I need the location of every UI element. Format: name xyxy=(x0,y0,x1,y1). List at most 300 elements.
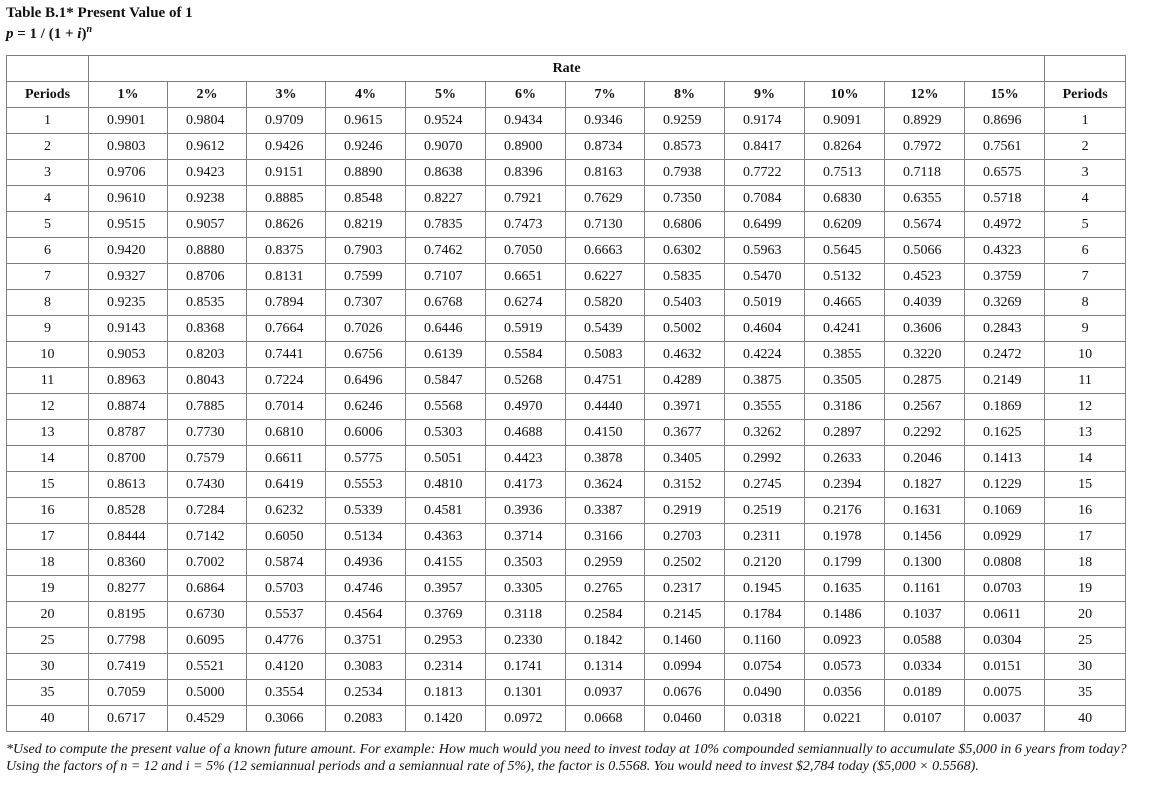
value-cell: 0.3751 xyxy=(326,628,406,654)
value-cell: 0.2875 xyxy=(885,368,965,394)
rate-header-cell: 12% xyxy=(885,82,965,108)
value-cell: 0.0318 xyxy=(725,706,805,732)
value-cell: 0.6006 xyxy=(326,420,406,446)
value-cell: 0.0221 xyxy=(805,706,885,732)
value-cell: 0.4581 xyxy=(406,498,486,524)
value-cell: 0.2534 xyxy=(326,680,406,706)
period-cell-right: 2 xyxy=(1045,134,1126,160)
value-cell: 0.8929 xyxy=(885,108,965,134)
value-cell: 0.1842 xyxy=(566,628,645,654)
value-cell: 0.9612 xyxy=(168,134,247,160)
value-cell: 0.9235 xyxy=(89,290,168,316)
value-cell: 0.9151 xyxy=(247,160,326,186)
value-cell: 0.5584 xyxy=(486,342,566,368)
value-cell: 0.5339 xyxy=(326,498,406,524)
value-cell: 0.9053 xyxy=(89,342,168,368)
value-cell: 0.1300 xyxy=(885,550,965,576)
value-cell: 0.0611 xyxy=(965,602,1045,628)
table-row xyxy=(7,160,1126,186)
value-cell: 0.7921 xyxy=(486,186,566,212)
value-cell: 0.6496 xyxy=(326,368,406,394)
value-cell: 0.9615 xyxy=(326,108,406,134)
period-cell: 13 xyxy=(7,420,89,446)
value-cell: 0.2919 xyxy=(645,498,725,524)
value-cell: 0.4810 xyxy=(406,472,486,498)
value-cell: 0.8163 xyxy=(566,160,645,186)
value-cell: 0.3624 xyxy=(566,472,645,498)
period-cell: 18 xyxy=(7,550,89,576)
value-cell: 0.6575 xyxy=(965,160,1045,186)
period-cell: 35 xyxy=(7,680,89,706)
value-cell: 0.3405 xyxy=(645,446,725,472)
value-cell: 0.5537 xyxy=(247,602,326,628)
periods-header-right: Periods xyxy=(1045,82,1126,108)
value-cell: 0.1460 xyxy=(645,628,725,654)
period-cell-right: 19 xyxy=(1045,576,1126,602)
period-cell-right: 25 xyxy=(1045,628,1126,654)
value-cell: 0.0923 xyxy=(805,628,885,654)
table-row xyxy=(7,524,1126,550)
value-cell: 0.9706 xyxy=(89,160,168,186)
value-cell: 0.5874 xyxy=(247,550,326,576)
value-cell: 0.4529 xyxy=(168,706,247,732)
value-cell: 0.4523 xyxy=(885,264,965,290)
value-cell: 0.8696 xyxy=(965,108,1045,134)
value-cell: 0.2083 xyxy=(326,706,406,732)
period-cell-right: 40 xyxy=(1045,706,1126,732)
value-cell: 0.0356 xyxy=(805,680,885,706)
value-cell: 0.1160 xyxy=(725,628,805,654)
value-cell: 0.9709 xyxy=(247,108,326,134)
value-cell: 0.1978 xyxy=(805,524,885,550)
value-cell: 0.8700 xyxy=(89,446,168,472)
value-cell: 0.0929 xyxy=(965,524,1045,550)
period-cell: 1 xyxy=(7,108,89,134)
period-cell: 16 xyxy=(7,498,89,524)
rate-header-cell: 4% xyxy=(326,82,406,108)
value-cell: 0.4289 xyxy=(645,368,725,394)
table-row xyxy=(7,706,1126,732)
value-cell: 0.2992 xyxy=(725,446,805,472)
value-cell: 0.1631 xyxy=(885,498,965,524)
value-cell: 0.7462 xyxy=(406,238,486,264)
period-cell: 11 xyxy=(7,368,89,394)
value-cell: 0.6095 xyxy=(168,628,247,654)
value-cell: 0.4039 xyxy=(885,290,965,316)
value-cell: 0.3305 xyxy=(486,576,566,602)
value-cell: 0.7798 xyxy=(89,628,168,654)
value-cell: 0.2765 xyxy=(566,576,645,602)
value-cell: 0.2959 xyxy=(566,550,645,576)
value-cell: 0.8396 xyxy=(486,160,566,186)
table-row xyxy=(7,394,1126,420)
value-cell: 0.5919 xyxy=(486,316,566,342)
rate-header-cell: 1% xyxy=(89,82,168,108)
table-row xyxy=(7,368,1126,394)
period-cell: 17 xyxy=(7,524,89,550)
value-cell: 0.0994 xyxy=(645,654,725,680)
period-cell-right: 6 xyxy=(1045,238,1126,264)
period-cell-right: 35 xyxy=(1045,680,1126,706)
period-cell: 30 xyxy=(7,654,89,680)
period-cell: 9 xyxy=(7,316,89,342)
value-cell: 0.9246 xyxy=(326,134,406,160)
value-cell: 0.2472 xyxy=(965,342,1045,368)
value-cell: 0.2120 xyxy=(725,550,805,576)
value-cell: 0.0588 xyxy=(885,628,965,654)
value-cell: 0.0937 xyxy=(566,680,645,706)
value-cell: 0.6810 xyxy=(247,420,326,446)
period-cell-right: 20 xyxy=(1045,602,1126,628)
value-cell: 0.8890 xyxy=(326,160,406,186)
rate-header-cell: 3% xyxy=(247,82,326,108)
value-cell: 0.8360 xyxy=(89,550,168,576)
period-cell-right: 14 xyxy=(1045,446,1126,472)
value-cell: 0.8874 xyxy=(89,394,168,420)
value-cell: 0.5439 xyxy=(566,316,645,342)
period-cell-right: 17 xyxy=(1045,524,1126,550)
value-cell: 0.3971 xyxy=(645,394,725,420)
value-cell: 0.9524 xyxy=(406,108,486,134)
period-cell-right: 12 xyxy=(1045,394,1126,420)
table-row xyxy=(7,472,1126,498)
rate-header-cell: 2% xyxy=(168,82,247,108)
value-cell: 0.7130 xyxy=(566,212,645,238)
period-cell-right: 11 xyxy=(1045,368,1126,394)
value-cell: 0.4746 xyxy=(326,576,406,602)
period-cell-right: 15 xyxy=(1045,472,1126,498)
value-cell: 0.9070 xyxy=(406,134,486,160)
value-cell: 0.5051 xyxy=(406,446,486,472)
header-blank-left xyxy=(7,56,89,82)
table-row xyxy=(7,342,1126,368)
table-body xyxy=(7,108,1126,732)
formula-p: p xyxy=(6,26,14,42)
value-cell: 0.3503 xyxy=(486,550,566,576)
period-cell: 3 xyxy=(7,160,89,186)
value-cell: 0.5674 xyxy=(885,212,965,238)
value-cell: 0.1037 xyxy=(885,602,965,628)
value-cell: 0.6768 xyxy=(406,290,486,316)
period-cell-right: 8 xyxy=(1045,290,1126,316)
value-cell: 0.1784 xyxy=(725,602,805,628)
value-cell: 0.8195 xyxy=(89,602,168,628)
present-value-table xyxy=(6,55,1126,732)
value-cell: 0.1813 xyxy=(406,680,486,706)
value-cell: 0.8638 xyxy=(406,160,486,186)
value-cell: 0.4936 xyxy=(326,550,406,576)
value-cell: 0.7629 xyxy=(566,186,645,212)
value-cell: 0.5847 xyxy=(406,368,486,394)
value-cell: 0.3855 xyxy=(805,342,885,368)
value-cell: 0.6355 xyxy=(885,186,965,212)
value-cell: 0.9238 xyxy=(168,186,247,212)
table-row xyxy=(7,134,1126,160)
value-cell: 0.9174 xyxy=(725,108,805,134)
value-cell: 0.1069 xyxy=(965,498,1045,524)
rate-header-cell: 8% xyxy=(645,82,725,108)
value-cell: 0.3936 xyxy=(486,498,566,524)
period-cell: 20 xyxy=(7,602,89,628)
period-cell: 10 xyxy=(7,342,89,368)
value-cell: 0.7118 xyxy=(885,160,965,186)
table-row xyxy=(7,628,1126,654)
value-cell: 0.4423 xyxy=(486,446,566,472)
formula xyxy=(6,24,92,44)
value-cell: 0.7599 xyxy=(326,264,406,290)
value-cell: 0.0808 xyxy=(965,550,1045,576)
value-cell: 0.9610 xyxy=(89,186,168,212)
period-cell-right: 30 xyxy=(1045,654,1126,680)
value-cell: 0.0037 xyxy=(965,706,1045,732)
value-cell: 0.5002 xyxy=(645,316,725,342)
value-cell: 0.7350 xyxy=(645,186,725,212)
value-cell: 0.6302 xyxy=(645,238,725,264)
value-cell: 0.9515 xyxy=(89,212,168,238)
value-cell: 0.6730 xyxy=(168,602,247,628)
value-cell: 0.4972 xyxy=(965,212,1045,238)
value-cell: 0.5019 xyxy=(725,290,805,316)
value-cell: 0.8368 xyxy=(168,316,247,342)
period-cell: 2 xyxy=(7,134,89,160)
value-cell: 0.7972 xyxy=(885,134,965,160)
value-cell: 0.7307 xyxy=(326,290,406,316)
value-cell: 0.1625 xyxy=(965,420,1045,446)
value-cell: 0.9901 xyxy=(89,108,168,134)
period-cell-right: 10 xyxy=(1045,342,1126,368)
value-cell: 0.6611 xyxy=(247,446,326,472)
value-cell: 0.4970 xyxy=(486,394,566,420)
value-cell: 0.2394 xyxy=(805,472,885,498)
value-cell: 0.7430 xyxy=(168,472,247,498)
value-cell: 0.5718 xyxy=(965,186,1045,212)
value-cell: 0.1486 xyxy=(805,602,885,628)
value-cell: 0.8548 xyxy=(326,186,406,212)
value-cell: 0.8787 xyxy=(89,420,168,446)
value-cell: 0.7722 xyxy=(725,160,805,186)
rate-header-cell: 9% xyxy=(725,82,805,108)
value-cell: 0.0972 xyxy=(486,706,566,732)
table-row xyxy=(7,602,1126,628)
value-cell: 0.0668 xyxy=(566,706,645,732)
value-cell: 0.2897 xyxy=(805,420,885,446)
value-cell: 0.3262 xyxy=(725,420,805,446)
value-cell: 0.7473 xyxy=(486,212,566,238)
value-cell: 0.0676 xyxy=(645,680,725,706)
value-cell: 0.7835 xyxy=(406,212,486,238)
value-cell: 0.4323 xyxy=(965,238,1045,264)
value-cell: 0.8264 xyxy=(805,134,885,160)
rate-header: Rate xyxy=(89,56,1045,82)
value-cell: 0.7579 xyxy=(168,446,247,472)
period-cell-right: 5 xyxy=(1045,212,1126,238)
value-cell: 0.4150 xyxy=(566,420,645,446)
value-cell: 0.8219 xyxy=(326,212,406,238)
value-cell: 0.1413 xyxy=(965,446,1045,472)
value-cell: 0.4776 xyxy=(247,628,326,654)
table-row xyxy=(7,498,1126,524)
value-cell: 0.3269 xyxy=(965,290,1045,316)
value-cell: 0.3714 xyxy=(486,524,566,550)
value-cell: 0.9803 xyxy=(89,134,168,160)
value-cell: 0.2633 xyxy=(805,446,885,472)
value-cell: 0.3118 xyxy=(486,602,566,628)
value-cell: 0.5134 xyxy=(326,524,406,550)
value-cell: 0.8535 xyxy=(168,290,247,316)
header-blank-right xyxy=(1045,56,1126,82)
period-cell-right: 16 xyxy=(1045,498,1126,524)
period-cell: 4 xyxy=(7,186,89,212)
value-cell: 0.2145 xyxy=(645,602,725,628)
value-cell: 0.7142 xyxy=(168,524,247,550)
value-cell: 0.3166 xyxy=(566,524,645,550)
value-cell: 0.7903 xyxy=(326,238,406,264)
value-cell: 0.2745 xyxy=(725,472,805,498)
value-cell: 0.8528 xyxy=(89,498,168,524)
table-title: Table B.1* Present Value of 1 xyxy=(6,5,193,21)
value-cell: 0.4363 xyxy=(406,524,486,550)
table-row xyxy=(7,238,1126,264)
value-cell: 0.3769 xyxy=(406,602,486,628)
rate-header-cell: 15% xyxy=(965,82,1045,108)
value-cell: 0.4688 xyxy=(486,420,566,446)
value-cell: 0.6227 xyxy=(566,264,645,290)
period-cell-right: 7 xyxy=(1045,264,1126,290)
table-row xyxy=(7,446,1126,472)
value-cell: 0.0703 xyxy=(965,576,1045,602)
value-cell: 0.5268 xyxy=(486,368,566,394)
value-cell: 0.9804 xyxy=(168,108,247,134)
value-cell: 0.1456 xyxy=(885,524,965,550)
value-cell: 0.6830 xyxy=(805,186,885,212)
value-cell: 0.4173 xyxy=(486,472,566,498)
value-cell: 0.9091 xyxy=(805,108,885,134)
value-cell: 0.7026 xyxy=(326,316,406,342)
formula-eq: = 1 / (1 + xyxy=(13,26,78,42)
table-row xyxy=(7,290,1126,316)
period-cell: 14 xyxy=(7,446,89,472)
value-cell: 0.2314 xyxy=(406,654,486,680)
period-cell-right: 13 xyxy=(1045,420,1126,446)
value-cell: 0.0490 xyxy=(725,680,805,706)
value-cell: 0.3505 xyxy=(805,368,885,394)
value-cell: 0.1420 xyxy=(406,706,486,732)
value-cell: 0.6232 xyxy=(247,498,326,524)
formula-close: ) xyxy=(81,26,87,42)
period-cell-right: 9 xyxy=(1045,316,1126,342)
period-cell: 8 xyxy=(7,290,89,316)
period-cell: 5 xyxy=(7,212,89,238)
value-cell: 0.8900 xyxy=(486,134,566,160)
value-cell: 0.8573 xyxy=(645,134,725,160)
value-cell: 0.6246 xyxy=(326,394,406,420)
value-cell: 0.4155 xyxy=(406,550,486,576)
value-cell: 0.2149 xyxy=(965,368,1045,394)
value-cell: 0.8734 xyxy=(566,134,645,160)
value-cell: 0.7441 xyxy=(247,342,326,368)
value-cell: 0.0075 xyxy=(965,680,1045,706)
value-cell: 0.2311 xyxy=(725,524,805,550)
table-row xyxy=(7,212,1126,238)
value-cell: 0.8131 xyxy=(247,264,326,290)
value-cell: 0.8880 xyxy=(168,238,247,264)
value-cell: 0.7107 xyxy=(406,264,486,290)
value-cell: 0.1301 xyxy=(486,680,566,706)
value-cell: 0.8885 xyxy=(247,186,326,212)
value-cell: 0.2046 xyxy=(885,446,965,472)
period-cell-right: 1 xyxy=(1045,108,1126,134)
value-cell: 0.9259 xyxy=(645,108,725,134)
value-cell: 0.2330 xyxy=(486,628,566,654)
table-row xyxy=(7,654,1126,680)
value-cell: 0.7885 xyxy=(168,394,247,420)
value-cell: 0.0573 xyxy=(805,654,885,680)
value-cell: 0.3759 xyxy=(965,264,1045,290)
value-cell: 0.1799 xyxy=(805,550,885,576)
value-cell: 0.5403 xyxy=(645,290,725,316)
value-cell: 0.5303 xyxy=(406,420,486,446)
value-cell: 0.2843 xyxy=(965,316,1045,342)
value-cell: 0.8375 xyxy=(247,238,326,264)
value-cell: 0.5470 xyxy=(725,264,805,290)
value-cell: 0.2176 xyxy=(805,498,885,524)
value-cell: 0.0304 xyxy=(965,628,1045,654)
value-cell: 0.3606 xyxy=(885,316,965,342)
value-cell: 0.3957 xyxy=(406,576,486,602)
table-row xyxy=(7,420,1126,446)
value-cell: 0.7059 xyxy=(89,680,168,706)
value-cell: 0.8277 xyxy=(89,576,168,602)
value-cell: 0.6209 xyxy=(805,212,885,238)
value-cell: 0.7084 xyxy=(725,186,805,212)
value-cell: 0.5521 xyxy=(168,654,247,680)
value-cell: 0.4665 xyxy=(805,290,885,316)
value-cell: 0.6274 xyxy=(486,290,566,316)
table-row xyxy=(7,550,1126,576)
value-cell: 0.1635 xyxy=(805,576,885,602)
value-cell: 0.7664 xyxy=(247,316,326,342)
value-cell: 0.6717 xyxy=(89,706,168,732)
value-cell: 0.5775 xyxy=(326,446,406,472)
period-cell: 15 xyxy=(7,472,89,498)
value-cell: 0.7050 xyxy=(486,238,566,264)
rate-header-cell: 5% xyxy=(406,82,486,108)
value-cell: 0.2292 xyxy=(885,420,965,446)
value-cell: 0.5820 xyxy=(566,290,645,316)
value-cell: 0.0107 xyxy=(885,706,965,732)
value-cell: 0.6663 xyxy=(566,238,645,264)
value-cell: 0.5083 xyxy=(566,342,645,368)
value-cell: 0.0189 xyxy=(885,680,965,706)
header-row-rate xyxy=(7,56,1126,82)
value-cell: 0.2317 xyxy=(645,576,725,602)
value-cell: 0.3186 xyxy=(805,394,885,420)
rate-header-cell: 10% xyxy=(805,82,885,108)
value-cell: 0.1869 xyxy=(965,394,1045,420)
value-cell: 0.2519 xyxy=(725,498,805,524)
period-cell: 25 xyxy=(7,628,89,654)
value-cell: 0.4120 xyxy=(247,654,326,680)
value-cell: 0.3677 xyxy=(645,420,725,446)
value-cell: 0.4564 xyxy=(326,602,406,628)
value-cell: 0.6864 xyxy=(168,576,247,602)
value-cell: 0.6499 xyxy=(725,212,805,238)
value-cell: 0.5568 xyxy=(406,394,486,420)
value-cell: 0.7513 xyxy=(805,160,885,186)
value-cell: 0.3555 xyxy=(725,394,805,420)
value-cell: 0.9420 xyxy=(89,238,168,264)
value-cell: 0.7419 xyxy=(89,654,168,680)
